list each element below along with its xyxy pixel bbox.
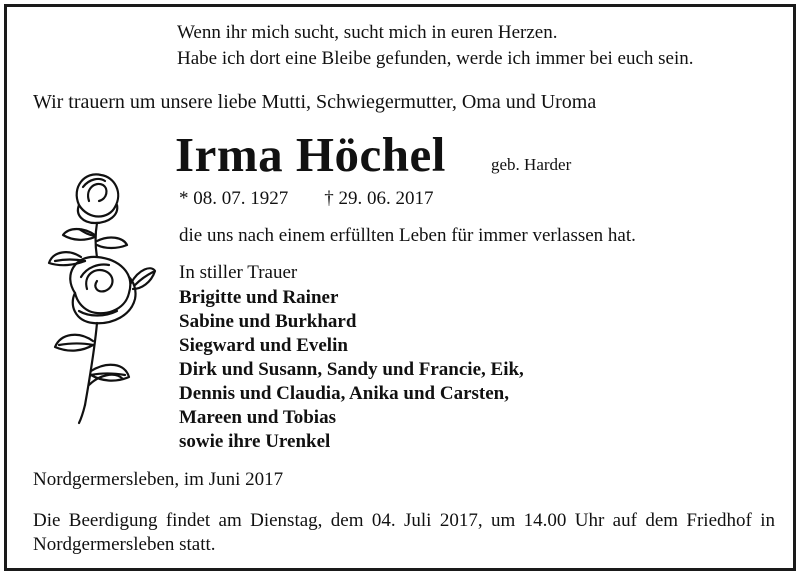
verse-line-2: Habe ich dort eine Bleibe gefunden, werde ich immer bei euch sein.: [177, 48, 694, 69]
deceased-name: Irma Höchel: [175, 127, 446, 182]
funeral-info: Die Beerdigung findet am Dienstag, dem 04. Juli 2017, um 14.00 Uhr auf dem Friedhof in Nordgermersleben statt.: [33, 510, 775, 555]
description-text: die uns nach einem erfüllten Leben für immer verlassen hat.: [179, 225, 636, 246]
mourner-line: Brigitte und Rainer: [179, 287, 339, 308]
life-dates: [179, 188, 434, 210]
mourner-line: Mareen und Tobias: [179, 407, 336, 428]
intro-text: Wir trauern um unsere liebe Mutti, Schwiegermutter, Oma und Uroma: [33, 91, 597, 113]
birth-date: * 08. 07. 1927: [179, 188, 289, 209]
verse-line-1: Wenn ihr mich sucht, sucht mich in euren Herzen.: [177, 22, 558, 43]
mourner-line: Dennis und Claudia, Anika und Carsten,: [179, 383, 509, 404]
death-date: † 29. 06. 2017: [324, 188, 434, 209]
mourner-line: sowie ihre Urenkel: [179, 431, 331, 452]
obituary-notice: [4, 4, 796, 571]
mourner-line: Sabine und Burkhard: [179, 311, 357, 332]
birth-name: geb. Harder: [491, 155, 572, 174]
place-date: Nordgermersleben, im Juni 2017: [33, 469, 284, 490]
mourner-line: Siegward und Evelin: [179, 335, 348, 356]
mourners-heading: In stiller Trauer: [179, 262, 298, 283]
mourner-line: Dirk und Susann, Sandy und Francie, Eik,: [179, 359, 524, 380]
rose-icon: [39, 165, 157, 425]
